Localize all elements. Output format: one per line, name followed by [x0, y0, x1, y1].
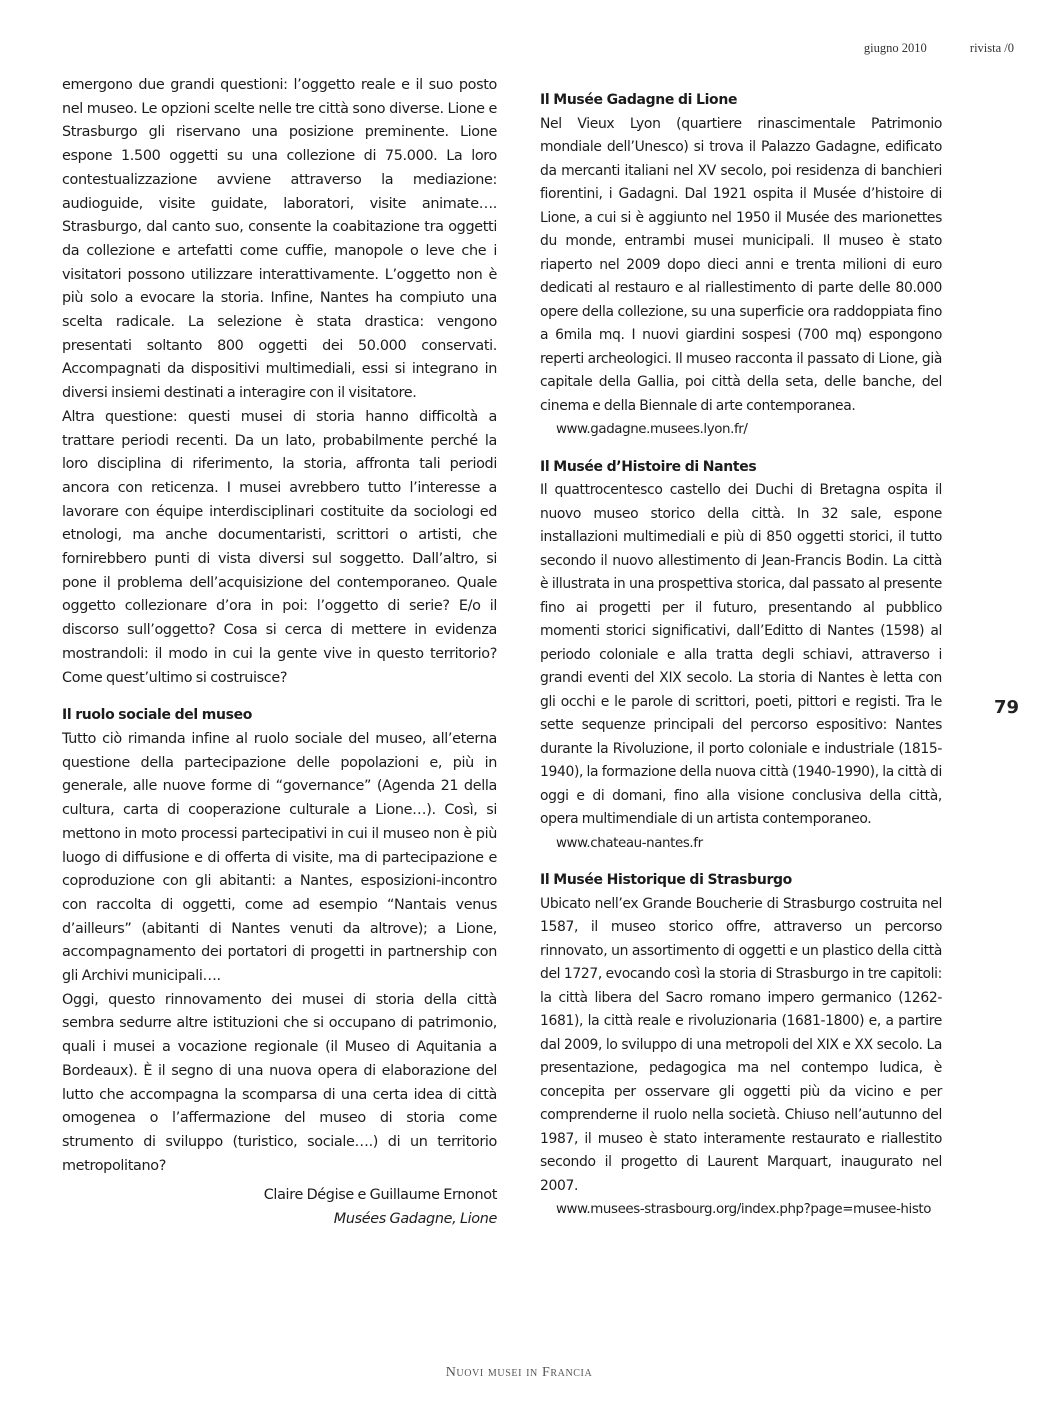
page-footer — [0, 1365, 1038, 1381]
link-strasbourg[interactable]: www.musees-strasbourg.org/index.php?page=musee-histo — [556, 1202, 932, 1217]
section-heading: Il ruolo sociale del museo — [62, 707, 253, 724]
paragraph: Tutto ciò rimanda infine al ruolo sociale del museo, all’eterna questione della partecipazione delle popolazioni e, più in generale, alle nuove forme di “governance” (Agenda 21 della cultura, carta di cooperazione culturale a Lione…). Così, si mettono in moto processi partecipativi in cui il museo non è più luogo di diffusione e di offerta di visite, ma di partecipazione e coproduzione con gli abitanti: a Nantes, esposizioni-incontro con raccolta di oggetti, come ad esempio “Nantais venus d’ailleurs” (abitanti di Nantes venuti da altrove); a Lione, accompagnamento dei portatori di progetti in partnership con gli Archivi municipali…. — [62, 730, 497, 985]
link-lyon[interactable]: www.gadagne.musees.lyon.fr/ — [556, 422, 748, 437]
right-column — [540, 89, 942, 1222]
box-text-lyon: Nel Vieux Lyon (quartiere rinascimentale Patrimonio mondiale dell’Unesco) si trova il Palazzo Gadagne, edificato da mercanti italiani nel XV secolo, poi residenza di banchieri fiorentini, i Gadagni. Dal 1921 ospita il Musée d’histoire di Lione, a cui si è aggiunto nel 1950 il Musée des marionettes du monde, entrambi musei municipali. Il museo è stato riaperto nel 2009 dopo dieci anni e trenta milioni di euro dedicati al restauro e al riallestimento di parte delle 80.000 opere della collezione, su una superficie ora raddoppiata fino a 6mila mq. I nuovi giardini sospesi (700 mq) espongono reperti archeologici. Il museo racconta il passato di Lione, già capitale della Gallia, poi città della seta, delle banche, del cinema e della Biennale di arte contemporanea. — [540, 115, 942, 414]
box-text-strasbourg: Ubicato nell’ex Grande Boucherie di Strasburgo costruita nel 1587, il museo storico offre, attraverso un percorso rinnovato, un assortimento di oggetti e un plastico della città del 1727, evocando così la storia di Strasburgo in tre capitoli: la città libera del Sacro romano impero germanico (1262-1681), la città reale e rivoluzionaria (1681-1800) e, a partire dal 2009, lo sviluppo di una metropoli del XIX e XX secolo. La presentazione, pedagogica ma nel contempo ludica, è concepita per osservare gli oggetti più da vicino e per comprenderne il ruolo nella società. Chiuso nell’autunno del 1987, il museo è stato interamente restaurato e riallestito secondo il progetto di Laurent Marquart, inaugurato nel 2007. — [540, 895, 942, 1194]
box-text-nantes: Il quattrocentesco castello dei Duchi di Bretagna ospita il nuovo museo storico della città. In 32 sale, espone installazioni multimediali e più di 850 oggetti storici, il tutto secondo il nuovo allestimento di Jean-Francis Bodin. La città è illustrata in una prospettiva storica, dal passato al presente fino ai progetti per il futuro, presentando al pubblico momenti storici significativi, dall’Editto di Nantes (1598) al periodo coloniale e alla tratta degli schiavi, attraverso i grandi eventi del XIX secolo. La storia di Nantes è letta con gli occhi e le parole di scrittori, poeti, pittori e registi. Tra le sette sequenze principali del percorso espositivo: Nantes durante la Rivoluzione, il porto coloniale e industriale (1815-1940), la formazione della nuova città (1940-1990), la città di oggi e di domani, fino alla visione conclusiva della città, opera multimendiale di un artista contemporaneo. — [540, 482, 942, 827]
box-heading-lyon: Il Musée Gadagne di Lione — [540, 92, 738, 108]
link-nantes[interactable]: www.chateau-nantes.fr — [556, 835, 703, 851]
paragraph: Oggi, questo rinnovamento dei musei di storia della città sembra sedurre altre istituzioni che si occupano di patrimonio, quali i musei a vocazione regionale (il Museo di Aquitania a Bordeaux). È il segno di una nuova opera di elaborazione del lutto che accompagna la scomparsa di una certa idea di città omogenea o l’affermazione del museo di storia come strumento di sviluppo (turistico, sociale….) di un territorio metropolitano? — [62, 991, 497, 1174]
journal-name: rivista /0 — [969, 41, 1014, 55]
author-name: Claire Dégise e Guillaume Ernonot — [263, 1187, 497, 1204]
page-header — [824, 41, 1014, 56]
footer-title: Nuovi musei in Francia — [445, 1365, 593, 1380]
author-affiliation: Musées Gadagne, Lione — [333, 1211, 497, 1228]
issue-date: giugno 2010 — [863, 41, 927, 55]
page-number: 79 — [994, 697, 1020, 718]
box-heading-nantes: Il Musée d’Histoire di Nantes — [540, 458, 757, 475]
paragraph: emergono due grandi questioni: l’oggetto reale e il suo posto nel museo. Le opzioni scelte nelle tre città sono diverse. Lione e Strasburgo gli riservano una posizione preminente. Lione espone 1.500 oggetti su una collezione di 75.000. La loro contestualizzazione avviene attraverso la mediazione: audioguide, visite guidate, laboratori, visite animate…. Strasburgo, dal canto suo, consente la coabitazione tra oggetti da collezione e artefatti come cuffie, manopole o leve che i visitatori possono utilizzare interattivamente. L’oggetto non è più solo a evocare la storia. Infine, Nantes ha compiuto una scelta radicale. La selezione è stata drastica: vengono presentati soltanto 800 oggetti dei 50.000 conservati. Accompagnati da dispositivi multimediali, essi si integrano in diversi insiemi destinati a interagire con il visitatore. — [62, 77, 497, 402]
paragraph: Altra questione: questi musei di storia hanno difficoltà a trattare periodi recenti. Da un lato, probabilmente perché la loro disciplina di riferimento, la storia, affronta tali periodi ancora con reticenza. I musei avrebbero tutto l’interesse a lavorare con équipe interdisciplinari costituite da sociologi ed etnologi, ma anche documentaristi, scrittori o artisti, che fornirebbero punti di vista diversi sul soggetto. Dall’altro, si pone il problema dell’acquisizione del contemporaneo. Quale oggetto collezionare d’ora in poi: l’oggetto di serie? E/o il discorso sull’oggetto? Cosa si cerca di mettere in evidenza mostrandoli: il modo in cui la gente vive in questo territorio? Come quest’ultimo si costruisce? — [62, 408, 497, 686]
left-column — [62, 74, 497, 1232]
box-heading-strasbourg: Il Musée Historique di Strasburgo — [540, 872, 792, 888]
